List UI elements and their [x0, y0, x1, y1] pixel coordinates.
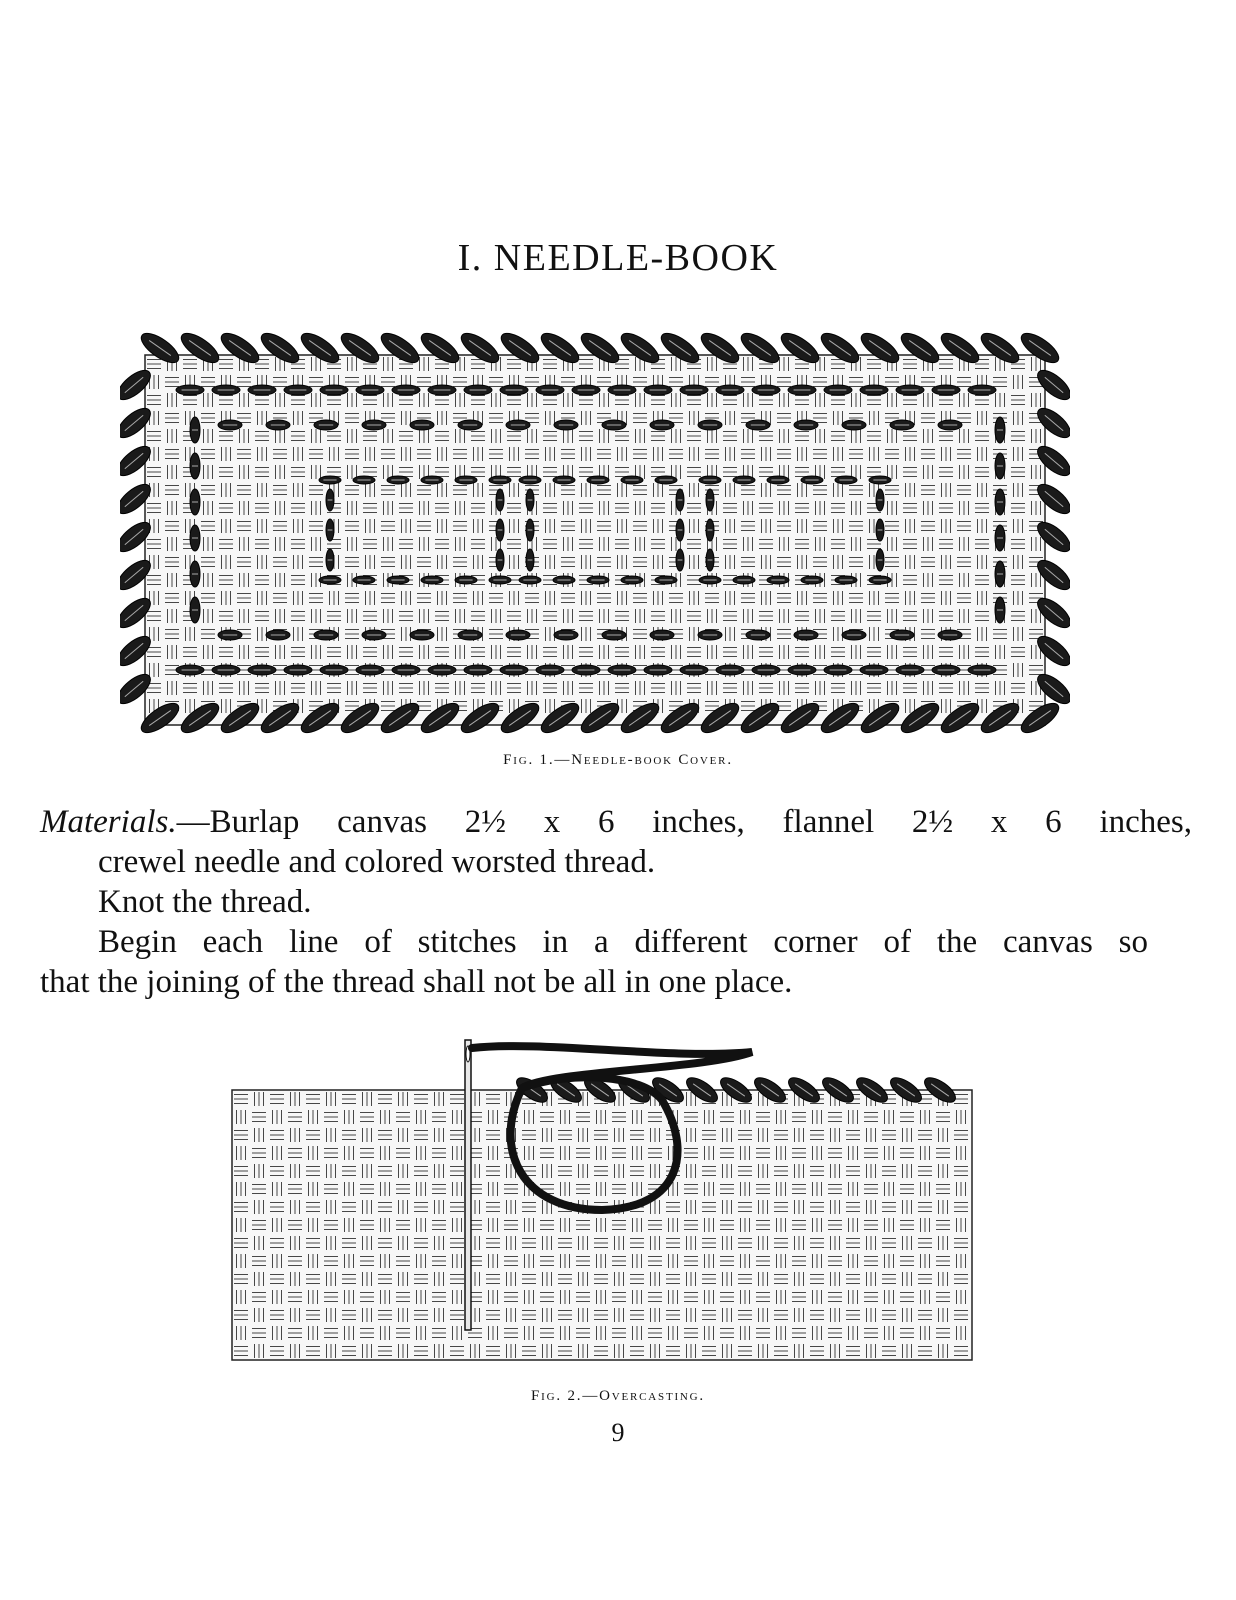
chapter-title: I. NEEDLE-BOOK	[457, 237, 779, 279]
figure-1-caption: Fig. 1.—Needle-book Cover.	[503, 752, 733, 768]
overcasting-illustration	[222, 1030, 982, 1370]
knot-instruction: Knot the thread.	[98, 884, 312, 920]
burlap-canvas-sample	[232, 1090, 972, 1360]
needle-icon	[465, 1040, 471, 1330]
materials-lead: Materials.	[40, 804, 177, 840]
materials-line-2: crewel needle and colored worsted thread.	[98, 844, 656, 880]
page-number: 9	[611, 1418, 625, 1447]
materials-paragraph	[40, 802, 1192, 842]
begin-instruction-line-2: that the joining of the thread shall not be all in one place.	[40, 964, 793, 1000]
figure-2-caption: Fig. 2.—Overcasting.	[531, 1388, 705, 1404]
materials-line-1: —Burlap canvas 2½ x 6 inches, flannel 2½ x 6 inches,	[176, 804, 1192, 840]
needle-book-cover-illustration	[120, 330, 1070, 750]
begin-instruction-line-1: Begin each line of stitches in a different corner of the canvas so	[98, 924, 1148, 960]
